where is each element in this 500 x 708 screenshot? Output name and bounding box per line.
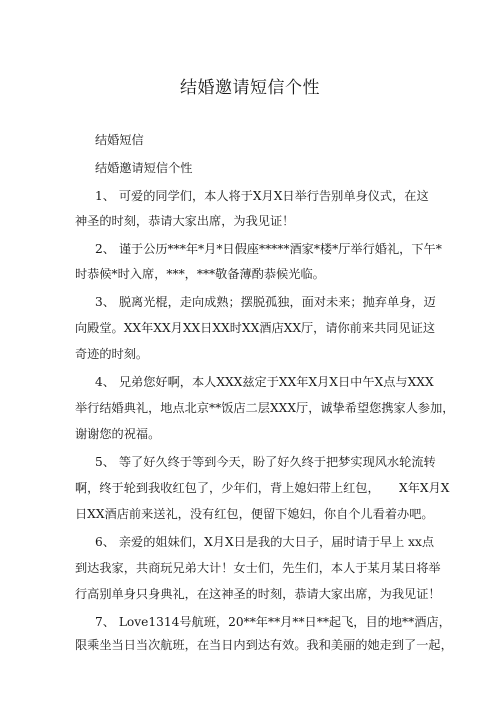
section-heading: 结婚短信	[95, 133, 144, 147]
paragraph-3-line-2: 向殿堂。XX年XX月XX日XX时XX酒店XX厅，请你前来共同见证这	[75, 321, 436, 335]
paragraph-1-line-1: 1、 可爱的同学们，本人将于X月X日举行告别单身仪式，在这	[95, 189, 429, 203]
paragraph-5-line-2: 啊，终于轮到我收红包了，少年们，背上媳妇带上红包， X年X月X	[75, 481, 450, 495]
paragraph-1-line-2: 神圣的时刻，恭请大家出席，为我见证！	[75, 214, 295, 228]
section-subheading: 结婚邀请短信个性	[95, 161, 193, 175]
paragraph-3-line-1: 3、 脱离光棍，走向成熟；摆脱孤独，面对未来；抛弃单身，迈	[95, 295, 436, 309]
paragraph-5-line-3: 日XX酒店前来送礼，没有红包，便留下媳妇，你自个儿看着办吧。	[75, 507, 434, 521]
paragraph-7-line-1: 7、 Love1314号航班，20**年**月**日**起飞，目的地**酒店，	[95, 615, 451, 629]
paragraph-6-line-3: 行高别单身只身典礼，在这神圣的时刻，恭请大家出席，为我见证！	[75, 587, 441, 601]
paragraph-4-line-1: 4、 兄弟您好啊，本人XXX兹定于XX年X月X日中午X点与XXX	[95, 375, 434, 389]
paragraph-2-line-2: 时恭候*时入席，***，***敬备薄酌恭候光临。	[75, 267, 325, 281]
paragraph-3-line-3: 奇迹的时刻。	[75, 347, 149, 361]
paragraph-2-line-1: 2、 谨于公历***年*月*日假座*****酒家*楼*厅举行婚礼，下午*	[95, 242, 442, 256]
page-title: 结婚邀请短信个性	[180, 78, 320, 98]
paragraph-5-line-1: 5、 等了好久终于等到今天，盼了好久终于把梦实现风水轮流转	[95, 455, 436, 469]
paragraph-4-line-2: 举行结婚典礼，地点北京**饭店二层XXX厅，诚挚希望您携家人参加，	[75, 401, 455, 415]
paragraph-6-line-2: 到达我家，共商玩兄弟大计！女士们，先生们，本人于某月某日将举	[75, 561, 441, 575]
paragraph-7-line-2: 限乘坐当日当次航班，在当日内到达有效。我和美丽的她走到了一起，	[75, 638, 453, 652]
paragraph-6-line-1: 6、 亲爱的姐妹们，X月X日是我的大日子，届时请于早上 xx点	[95, 535, 435, 549]
paragraph-4-line-3: 谢谢您的祝福。	[75, 427, 161, 441]
